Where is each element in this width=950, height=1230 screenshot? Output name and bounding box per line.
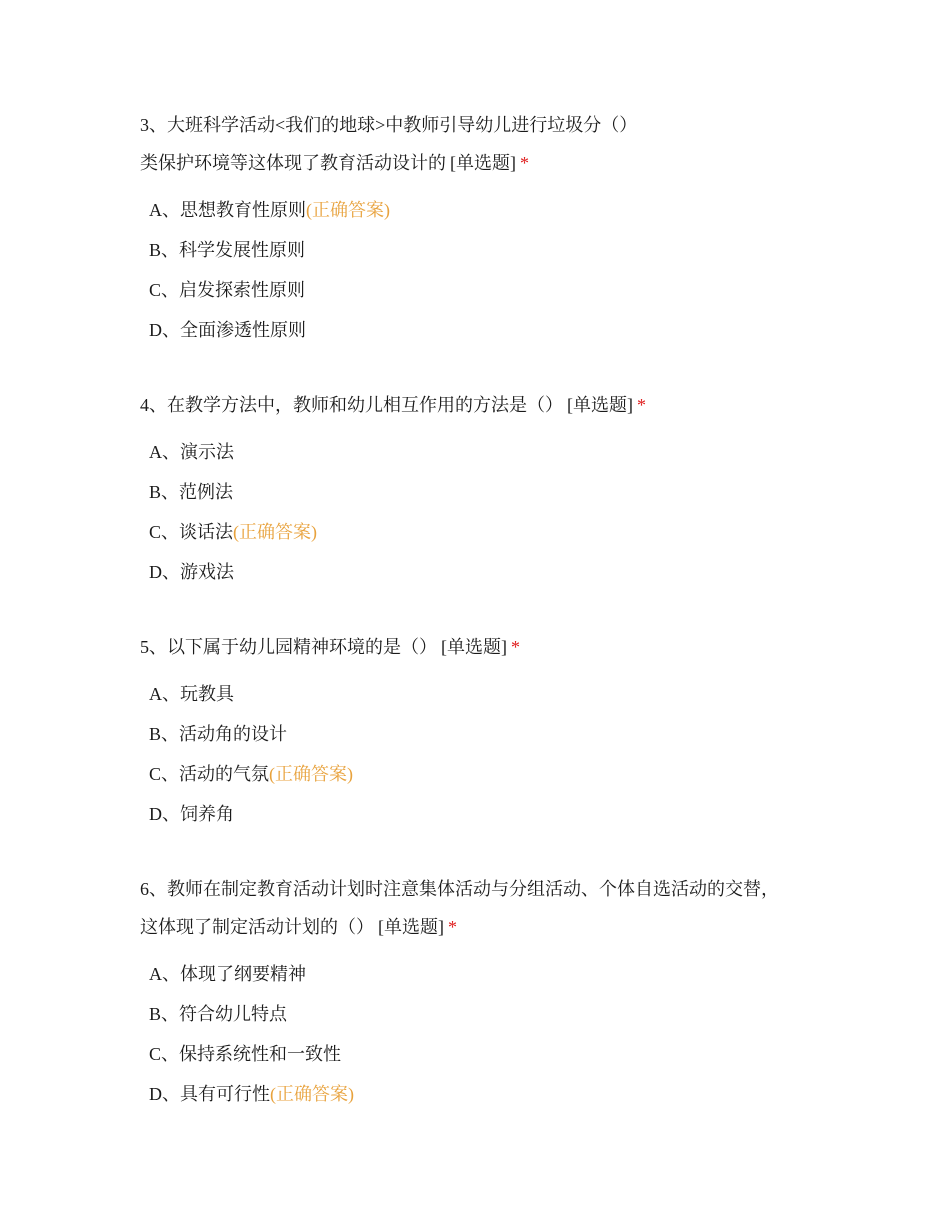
options-list bbox=[140, 954, 830, 1114]
options-list bbox=[140, 674, 830, 834]
question-title-line2: 这体现了制定活动计划的（） bbox=[140, 917, 374, 937]
question-title-line2: 类保护环境等这体现了教育活动设计的 bbox=[140, 153, 446, 173]
question-title-line1: 5、以下属于幼儿园精神环境的是（） bbox=[140, 637, 437, 657]
option-a bbox=[140, 674, 830, 714]
option-text: D、全面渗透性原则 bbox=[149, 320, 306, 340]
question-title-line1: 4、在教学方法中，教师和幼儿相互作用的方法是（） bbox=[140, 395, 563, 415]
question-type: [单选题] bbox=[567, 395, 633, 415]
option-d bbox=[140, 310, 830, 350]
option-text: C、谈话法 bbox=[149, 522, 234, 542]
option-d bbox=[140, 794, 830, 834]
option-c bbox=[140, 270, 830, 310]
question-5 bbox=[140, 628, 830, 834]
option-text: A、玩教具 bbox=[149, 684, 234, 704]
option-text: B、范例法 bbox=[149, 482, 234, 502]
required-mark: * bbox=[448, 917, 457, 937]
option-d bbox=[140, 1074, 830, 1114]
correct-answer-tag: (正确答案) bbox=[233, 522, 318, 542]
option-b bbox=[140, 994, 830, 1034]
option-a bbox=[140, 432, 830, 472]
question-type: [单选题] bbox=[450, 153, 516, 173]
option-text: D、游戏法 bbox=[149, 562, 234, 582]
option-text: B、科学发展性原则 bbox=[149, 240, 306, 260]
option-c bbox=[140, 512, 830, 552]
question-type: [单选题] bbox=[441, 637, 507, 657]
option-text: C、活动的气氛 bbox=[149, 764, 270, 784]
question-title-line1: 6、教师在制定教育活动计划时注意集体活动与分组活动、个体自选活动的交替， bbox=[140, 879, 779, 899]
question-title bbox=[140, 106, 830, 182]
option-b bbox=[140, 230, 830, 270]
option-a bbox=[140, 190, 830, 230]
option-d bbox=[140, 552, 830, 592]
question-title bbox=[140, 386, 830, 424]
option-c bbox=[140, 1034, 830, 1074]
question-title bbox=[140, 870, 830, 946]
option-text: B、符合幼儿特点 bbox=[149, 1004, 288, 1024]
option-text: D、饲养角 bbox=[149, 804, 234, 824]
option-text: D、具有可行性 bbox=[149, 1084, 270, 1104]
option-b bbox=[140, 472, 830, 512]
question-3 bbox=[140, 106, 830, 350]
correct-answer-tag: (正确答案) bbox=[306, 200, 390, 220]
option-text: B、活动角的设计 bbox=[149, 724, 288, 744]
options-list bbox=[140, 190, 830, 350]
question-4 bbox=[140, 386, 830, 592]
option-text: A、思想教育性原则 bbox=[149, 200, 306, 220]
required-mark: * bbox=[520, 153, 529, 173]
correct-answer-tag: (正确答案) bbox=[269, 764, 354, 784]
option-text: A、演示法 bbox=[149, 442, 234, 462]
option-text: C、保持系统性和一致性 bbox=[149, 1044, 342, 1064]
question-title-line1: 3、大班科学活动<我们的地球>中教师引导幼儿进行垃圾分（） bbox=[140, 115, 638, 135]
question-title bbox=[140, 628, 830, 666]
option-c bbox=[140, 754, 830, 794]
required-mark: * bbox=[637, 395, 646, 415]
option-text: C、启发探索性原则 bbox=[149, 280, 306, 300]
option-text: A、体现了纲要精神 bbox=[149, 964, 306, 984]
question-type: [单选题] bbox=[378, 917, 444, 937]
correct-answer-tag: (正确答案) bbox=[270, 1084, 354, 1104]
option-a bbox=[140, 954, 830, 994]
required-mark: * bbox=[511, 637, 520, 657]
option-b bbox=[140, 714, 830, 754]
question-6 bbox=[140, 870, 830, 1114]
options-list bbox=[140, 432, 830, 592]
